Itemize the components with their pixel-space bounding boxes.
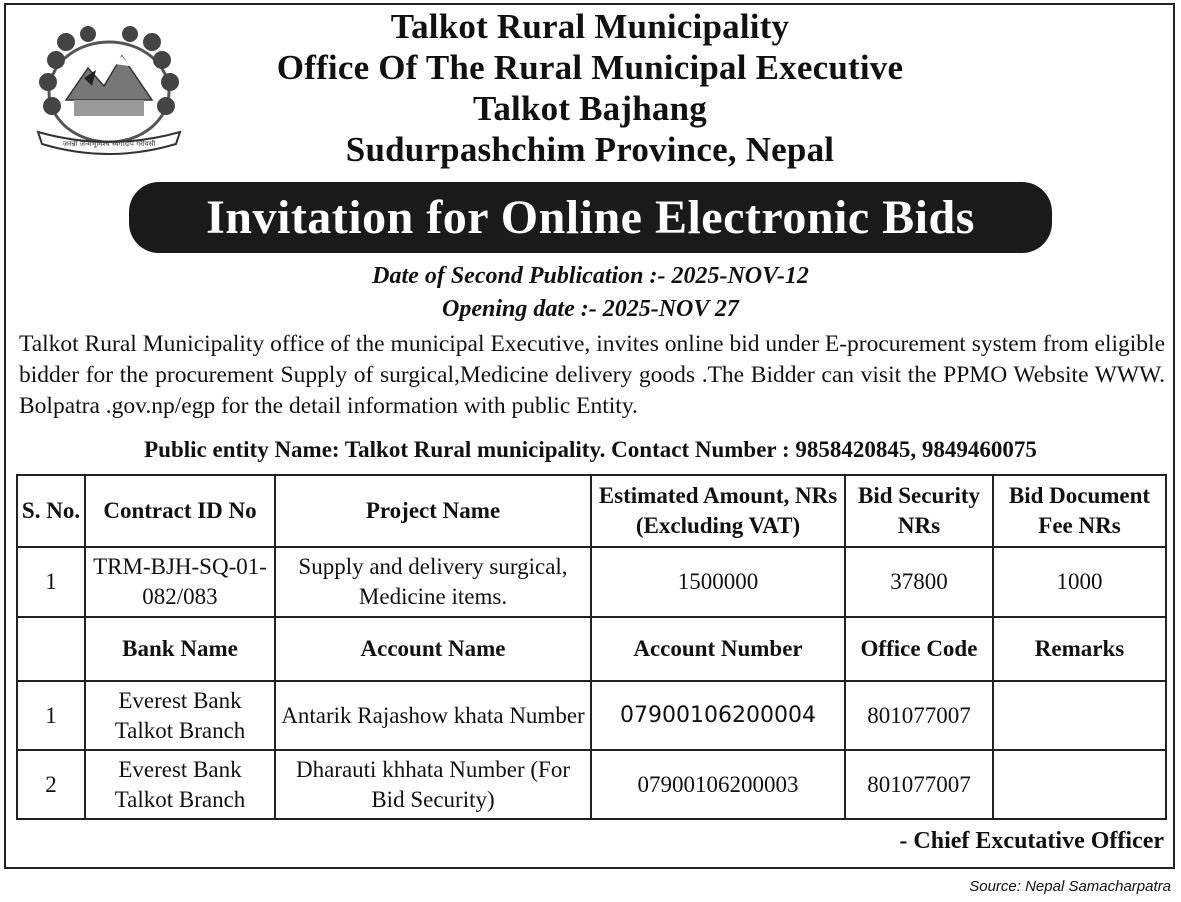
cell-bank-name: Everest Bank Talkot Branch bbox=[85, 750, 275, 819]
cell-office-code: 801077007 bbox=[845, 750, 993, 819]
col-sno: S. No. bbox=[17, 475, 85, 547]
cell-bank-name: Everest Bank Talkot Branch bbox=[85, 681, 275, 750]
cell-contract-id: TRM-BJH-SQ-01-082/083 bbox=[85, 547, 275, 617]
notice-body: Talkot Rural Municipality office of the municipal Executive, invites online bid under E-procurement system from eligible bidder for the procurement Supply of surgical,Medicine delivery goods .The Bidder can visit the PPMO Website WWW. Bolpatra .gov.np/egp for the detail information with public Entity. bbox=[19, 331, 1165, 419]
table-row bbox=[17, 750, 1166, 819]
emblem-motto: जनन्नी जन्मभूमिश्च स्वर्गादपि गरीयसी bbox=[62, 140, 156, 148]
col-bid-security: Bid Security NRs bbox=[845, 475, 993, 547]
cell-sno: 1 bbox=[17, 547, 85, 617]
office-name: Office Of The Rural Municipal Executive bbox=[276, 48, 904, 87]
cell-sno: 1 bbox=[17, 681, 85, 750]
table-row bbox=[17, 681, 1166, 750]
cell-account-number: 07900106200004 bbox=[591, 681, 845, 750]
col-estimated-amount: Estimated Amount, NRs (Excluding VAT) bbox=[591, 475, 845, 547]
header bbox=[200, 6, 980, 170]
col-office-code: Office Code bbox=[845, 617, 993, 681]
col-project-name: Project Name bbox=[275, 475, 591, 547]
col-account-number: Account Number bbox=[591, 617, 845, 681]
nepal-emblem-icon bbox=[26, 20, 192, 162]
col-bid-doc-fee: Bid Document Fee NRs bbox=[993, 475, 1166, 547]
cell-sno: 2 bbox=[17, 750, 85, 819]
col-account-name: Account Name bbox=[275, 617, 591, 681]
opening-date: Opening date :- 2025-NOV 27 bbox=[442, 296, 739, 322]
contact-line: Public entity Name: Talkot Rural municipality. Contact Number : 9858420845, 9849460075 bbox=[144, 437, 1037, 462]
bank-header-row bbox=[17, 617, 1166, 681]
col-contract-id: Contract ID No bbox=[85, 475, 275, 547]
cell-remarks bbox=[993, 681, 1166, 750]
cell-estimated-amount: 1500000 bbox=[591, 547, 845, 617]
location-name: Talkot Bajhang bbox=[473, 89, 707, 128]
col-remarks: Remarks bbox=[993, 617, 1166, 681]
table-row bbox=[17, 547, 1166, 617]
cell-account-name: Antarik Rajashow khata Number bbox=[275, 681, 591, 750]
col-bank-name: Bank Name bbox=[85, 617, 275, 681]
second-publication-date: Date of Second Publication :- 2025-NOV-12 bbox=[372, 263, 809, 289]
cell-office-code: 801077007 bbox=[845, 681, 993, 750]
col-bank-sno bbox=[17, 617, 85, 681]
source-credit: Source: Nepal Samacharpatra bbox=[969, 878, 1171, 895]
cell-bid-doc-fee: 1000 bbox=[993, 547, 1166, 617]
cell-account-name: Dharauti khhata Number (For Bid Security) bbox=[275, 750, 591, 819]
cell-remarks bbox=[993, 750, 1166, 819]
cell-bid-security: 37800 bbox=[845, 547, 993, 617]
municipality-name: Talkot Rural Municipality bbox=[390, 7, 790, 46]
bid-table bbox=[16, 474, 1167, 820]
province-name: Sudurpashchim Province, Nepal bbox=[345, 130, 835, 169]
cell-account-number: 07900106200003 bbox=[591, 750, 845, 819]
cell-project-name: Supply and delivery surgical, Medicine items. bbox=[275, 547, 591, 617]
signature: - Chief Excutative Officer bbox=[899, 828, 1164, 854]
bid-header-row bbox=[17, 475, 1166, 547]
notice-title: Invitation for Online Electronic Bids bbox=[129, 182, 1052, 253]
